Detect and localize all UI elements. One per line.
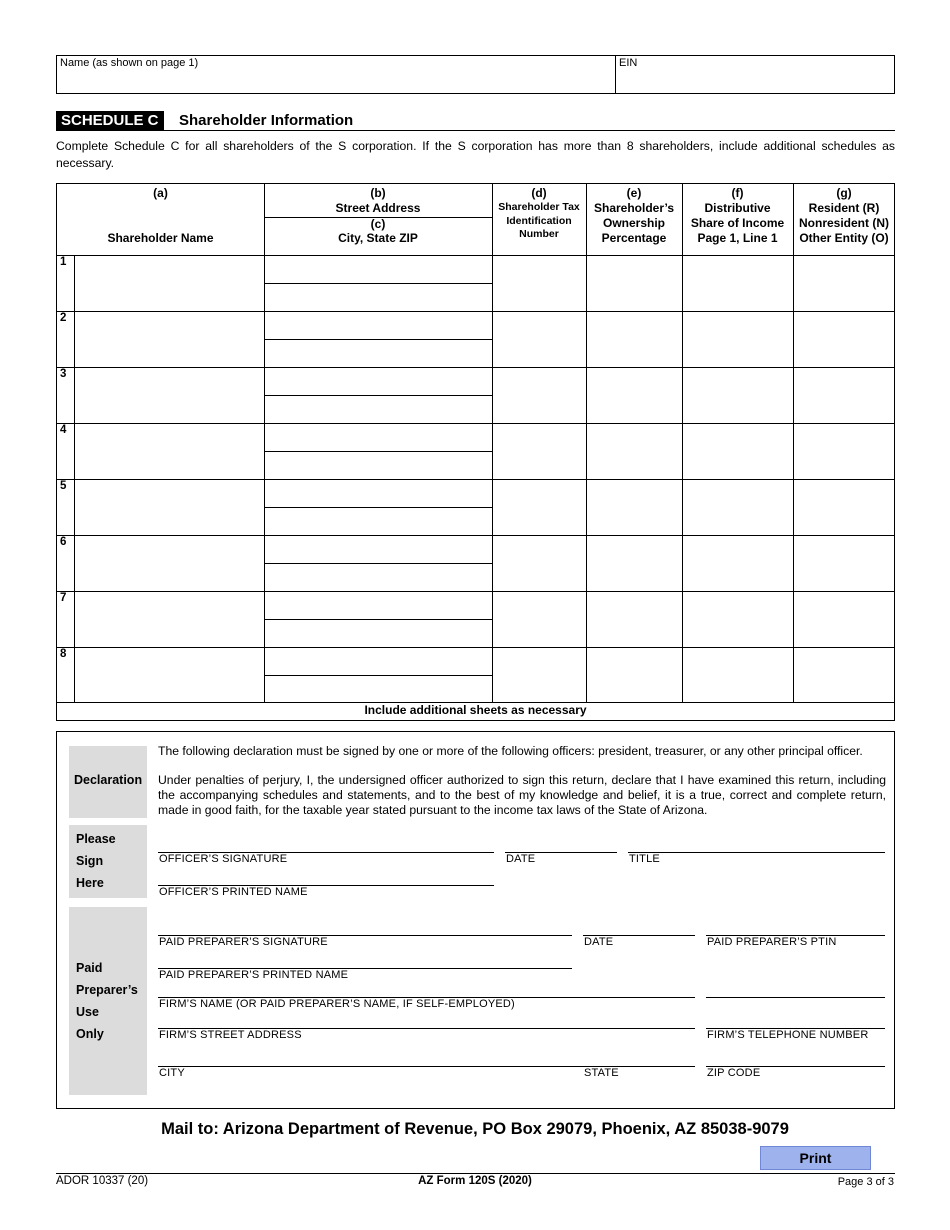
preparer-label-4: Only — [76, 1027, 104, 1041]
col-e-header-2: Ownership — [602, 216, 665, 230]
shareholder-name-cell[interactable] — [75, 256, 264, 311]
sign-here-label-3: Here — [76, 876, 104, 890]
col-e-letter: (e) — [626, 186, 642, 200]
residency-cell[interactable] — [794, 536, 894, 591]
row-number: 1 — [60, 256, 67, 268]
city-state-zip-cell[interactable] — [265, 620, 492, 647]
col-d-header-3: Number — [519, 228, 559, 240]
distributive-share-cell[interactable] — [683, 648, 793, 703]
schedule-tag: SCHEDULE C — [56, 111, 164, 131]
firm-city-label: CITY — [159, 1067, 185, 1079]
residency-cell[interactable] — [794, 368, 894, 423]
preparer-printed-name-label: PAID PREPARER’S PRINTED NAME — [159, 969, 349, 981]
city-state-zip-cell[interactable] — [265, 676, 492, 703]
street-address-cell[interactable] — [265, 480, 492, 507]
row-number: 3 — [60, 368, 67, 380]
schedule-title: Shareholder Information — [179, 112, 354, 129]
col-e-header-3: Percentage — [601, 231, 667, 245]
city-state-zip-cell[interactable] — [265, 508, 492, 535]
print-button[interactable]: Print — [760, 1146, 871, 1170]
officer-printed-name-label: OFFICER’S PRINTED NAME — [159, 886, 308, 898]
ownership-percentage-cell[interactable] — [587, 592, 682, 647]
col-d-header-1: Shareholder Tax — [498, 201, 580, 213]
sign-here-label-block — [69, 825, 147, 898]
row-number: 2 — [60, 312, 67, 324]
distributive-share-cell[interactable] — [683, 536, 793, 591]
mail-to-address: Mail to: Arizona Department of Revenue, PO Box 29079, Phoenix, AZ 85038-9079 — [161, 1120, 789, 1138]
col-g-header-2: Nonresident (N) — [799, 216, 889, 230]
sign-here-label-2: Sign — [76, 854, 104, 868]
preparer-label-3: Use — [76, 1005, 99, 1019]
shareholder-name-cell[interactable] — [75, 648, 264, 703]
ein-input[interactable] — [619, 70, 891, 92]
col-d-letter: (d) — [531, 186, 547, 200]
residency-cell[interactable] — [794, 480, 894, 535]
shareholder-name-cell[interactable] — [75, 368, 264, 423]
schedule-intro: Complete Schedule C for all shareholders of the S corporation. If the S corporation has more than 8 shareholders, include additional schedules as necessary. — [56, 139, 895, 170]
name-input[interactable] — [61, 70, 611, 92]
ownership-percentage-cell[interactable] — [587, 480, 682, 535]
distributive-share-cell[interactable] — [683, 312, 793, 367]
col-b-letter: (b) — [370, 186, 386, 200]
sign-here-label-1: Please — [76, 832, 116, 846]
preparer-ptin-label: PAID PREPARER’S PTIN — [707, 936, 837, 948]
distributive-share-cell[interactable] — [683, 480, 793, 535]
firm-zip-label: ZIP CODE — [707, 1067, 761, 1079]
col-g-header-3: Other Entity (O) — [799, 231, 889, 245]
declaration-label-block — [69, 746, 147, 818]
tax-id-cell[interactable] — [493, 648, 586, 703]
residency-cell[interactable] — [794, 312, 894, 367]
tax-id-cell[interactable] — [493, 592, 586, 647]
firm-name-label: FIRM’S NAME (OR PAID PREPARER’S NAME, IF SELF-EMPLOYED) — [159, 998, 515, 1010]
shareholder-name-cell[interactable] — [75, 536, 264, 591]
shareholder-name-cell[interactable] — [75, 424, 264, 479]
row-number: 7 — [60, 592, 67, 604]
tax-id-cell[interactable] — [493, 536, 586, 591]
ownership-percentage-cell[interactable] — [587, 648, 682, 703]
tax-id-cell[interactable] — [493, 256, 586, 311]
row-number: 5 — [60, 480, 67, 492]
street-address-cell[interactable] — [265, 256, 492, 283]
shareholder-name-cell[interactable] — [75, 480, 264, 535]
distributive-share-cell[interactable] — [683, 256, 793, 311]
street-address-cell[interactable] — [265, 424, 492, 451]
table-footer-note: Include additional sheets as necessary — [364, 703, 587, 717]
firm-street-label: FIRM’S STREET ADDRESS — [159, 1029, 302, 1041]
city-state-zip-cell[interactable] — [265, 564, 492, 591]
city-state-zip-cell[interactable] — [265, 284, 492, 311]
footer-rule — [56, 1173, 895, 1174]
col-g-header-1: Resident (R) — [808, 201, 880, 215]
col-c-letter: (c) — [370, 217, 386, 231]
city-state-zip-cell[interactable] — [265, 452, 492, 479]
firm-extra-line[interactable] — [706, 997, 885, 998]
ownership-percentage-cell[interactable] — [587, 368, 682, 423]
col-a-header: Shareholder Name — [107, 231, 214, 245]
tax-id-cell[interactable] — [493, 480, 586, 535]
officer-date-label: DATE — [506, 853, 536, 865]
row-number: 6 — [60, 536, 67, 548]
officer-title-line[interactable] — [628, 852, 885, 853]
tax-id-cell[interactable] — [493, 312, 586, 367]
row-number: 4 — [60, 424, 67, 436]
ein-label: EIN — [619, 57, 638, 69]
name-ein-box — [56, 55, 895, 94]
declaration-box — [56, 731, 895, 1109]
col-f-letter: (f) — [731, 186, 744, 200]
page-number: Page 3 of 3 — [837, 1176, 894, 1188]
declaration-perjury-text: Under penalties of perjury, I, the undersigned officer authorized to sign this return, declare that I have examined this return, including the accompanying schedules and statements, and to the best of my knowledge and belief, it is a true, correct and complete return, made in good faith, for the taxable year stated pursuant to the income tax laws of the State of Arizona. — [158, 773, 886, 817]
residency-cell[interactable] — [794, 592, 894, 647]
tax-id-cell[interactable] — [493, 424, 586, 479]
residency-cell[interactable] — [794, 256, 894, 311]
tax-id-cell[interactable] — [493, 368, 586, 423]
ownership-percentage-cell[interactable] — [587, 256, 682, 311]
col-f-header-3: Page 1, Line 1 — [697, 231, 778, 245]
name-ein-divider — [615, 56, 616, 93]
city-state-zip-cell[interactable] — [265, 340, 492, 367]
row-number: 8 — [60, 648, 67, 660]
header-b-c-divider — [264, 217, 492, 218]
col-f-header-2: Share of Income — [690, 216, 785, 230]
preparer-label-2: Preparer’s — [76, 983, 138, 997]
distributive-share-cell[interactable] — [683, 592, 793, 647]
street-address-cell[interactable] — [265, 312, 492, 339]
form-name: AZ Form 120S (2020) — [418, 1175, 532, 1187]
schedule-rule — [56, 130, 895, 131]
shareholder-name-cell[interactable] — [75, 592, 264, 647]
street-address-cell[interactable] — [265, 648, 492, 675]
street-address-cell[interactable] — [265, 536, 492, 563]
residency-cell[interactable] — [794, 648, 894, 703]
preparer-date-label: DATE — [584, 936, 614, 948]
col-d-header-2: Identification — [506, 215, 572, 227]
preparer-signature-label: PAID PREPARER’S SIGNATURE — [159, 936, 328, 948]
city-state-zip-cell[interactable] — [265, 396, 492, 423]
shareholder-name-cell[interactable] — [75, 312, 264, 367]
distributive-share-cell[interactable] — [683, 424, 793, 479]
distributive-share-cell[interactable] — [683, 368, 793, 423]
name-label: Name (as shown on page 1) — [60, 57, 199, 69]
officer-title-label: TITLE — [629, 853, 660, 865]
street-address-cell[interactable] — [265, 368, 492, 395]
ownership-percentage-cell[interactable] — [587, 536, 682, 591]
declaration-label: Declaration — [74, 773, 143, 787]
officer-signature-label: OFFICER’S SIGNATURE — [159, 853, 288, 865]
ownership-percentage-cell[interactable] — [587, 312, 682, 367]
preparer-label-block — [69, 907, 147, 1095]
shareholder-table — [56, 183, 895, 721]
preparer-label-1: Paid — [76, 961, 103, 975]
firm-state-label: STATE — [584, 1067, 619, 1079]
col-a-letter: (a) — [153, 186, 168, 200]
residency-cell[interactable] — [794, 424, 894, 479]
form-id: ADOR 10337 (20) — [56, 1175, 149, 1187]
col-f-header-1: Distributive — [704, 201, 771, 215]
col-e-header-1: Shareholder’s — [593, 201, 675, 215]
col-c-header: City, State ZIP — [338, 231, 418, 245]
col-g-letter: (g) — [836, 186, 852, 200]
ownership-percentage-cell[interactable] — [587, 424, 682, 479]
street-address-cell[interactable] — [265, 592, 492, 619]
firm-phone-label: FIRM’S TELEPHONE NUMBER — [707, 1029, 869, 1041]
declaration-officers-text: The following declaration must be signed by one or more of the following officers: president, treasurer, or any other principal officer. — [158, 744, 863, 758]
col-b-header: Street Address — [335, 201, 421, 215]
